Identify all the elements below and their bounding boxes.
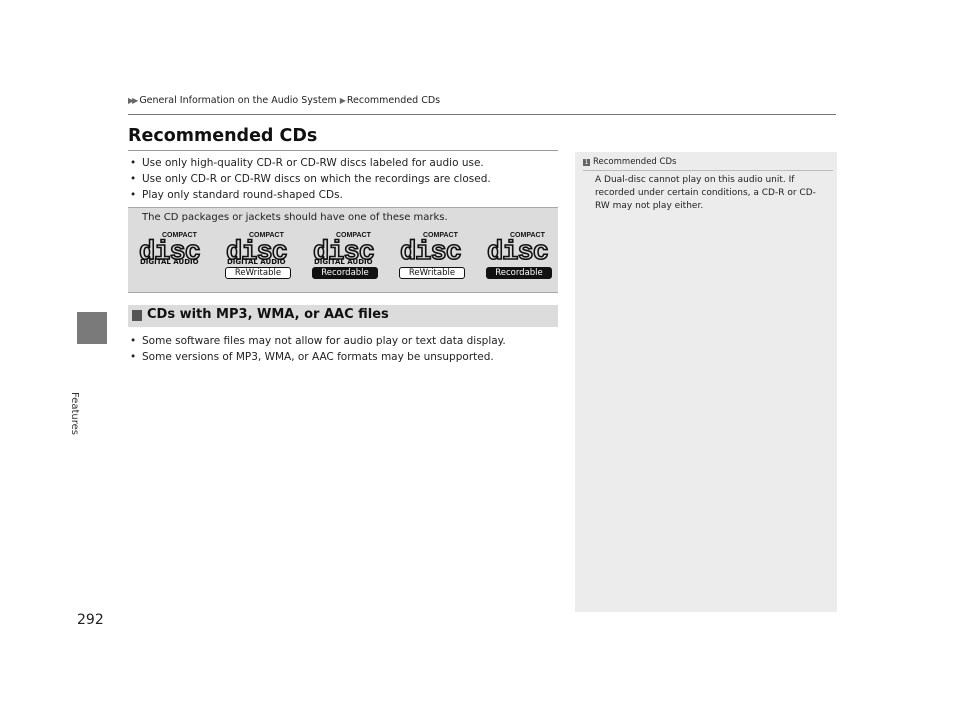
compact-disc-logo [138,230,204,284]
section-heading: CDs with MP3, WMA, or AAC files [147,307,389,322]
breadcrumb-item[interactable]: General Information on the Audio System [139,95,337,106]
compact-disc-logo [399,230,465,284]
logo-disc-word: disc [487,238,549,266]
logo-format-tag: Recordable [486,267,552,279]
logo-format-tag: ReWritable [225,267,291,279]
double-arrow-icon: ▶▶ [128,96,137,105]
header-divider [128,114,836,115]
list-item: • Use only high-quality CD-R or CD-RW discs labeled for audio use. [128,155,491,171]
side-note-text: A Dual-disc cannot play on this audio unit. If recorded under certain conditions, a CD-R or CD-RW may not play either. [595,175,816,211]
list-item: • Some versions of MP3, WMA, or AAC formats may be unsupported. [128,349,506,365]
square-bullet-icon [132,310,142,321]
logo-format-tag: ReWritable [399,267,465,279]
cd-logo-row [138,230,552,284]
side-note-heading [583,157,676,167]
compact-disc-mark [399,230,465,266]
marks-caption: The CD packages or jackets should have one of these marks. [142,212,448,223]
arrow-icon: ▶ [339,96,344,105]
logo-compact-text: COMPACT [423,232,458,239]
list-item: • Some software files may not allow for audio play or text data display. [128,333,506,349]
compact-disc-logo [312,230,378,284]
title-divider [128,150,558,151]
logo-disc-word: disc [313,238,375,266]
logo-digital-audio-text: DIGITAL AUDIO [140,258,199,266]
logo-disc-word: disc [226,238,288,266]
logo-compact-text: COMPACT [510,232,545,239]
recommendation-list [128,155,491,203]
cd-marks-panel [128,207,558,293]
section-tab-marker [77,312,107,344]
compact-disc-logo [486,230,552,284]
breadcrumb-item[interactable]: Recommended CDs [346,95,441,106]
compact-disc-logo [225,230,291,284]
logo-compact-text: COMPACT [249,232,284,239]
breadcrumb [128,95,440,106]
logo-format-tag: Recordable [312,267,378,279]
mp3-notes-list [128,333,506,365]
logo-compact-text: COMPACT [162,232,197,239]
logo-compact-text: COMPACT [336,232,371,239]
side-note-title: Recommended CDs [593,157,677,167]
list-item: • Use only CD-R or CD-RW discs on which the recordings are closed. [128,171,491,187]
list-item: • Play only standard round-shaped CDs. [128,187,491,203]
logo-disc-word: disc [400,238,462,266]
logo-digital-audio-text: DIGITAL AUDIO [314,258,373,266]
page-number: 292 [77,612,104,628]
logo-disc-word: disc [139,238,201,266]
logo-digital-audio-text: DIGITAL AUDIO [227,258,286,266]
compact-disc-mark [486,230,552,266]
page-title: Recommended CDs [128,126,318,146]
section-tab-label: Features [69,392,80,435]
note-number-icon: 1 [584,158,589,166]
section-heading-bar [128,305,558,327]
side-note-panel [575,152,837,612]
side-note-divider [583,170,833,171]
